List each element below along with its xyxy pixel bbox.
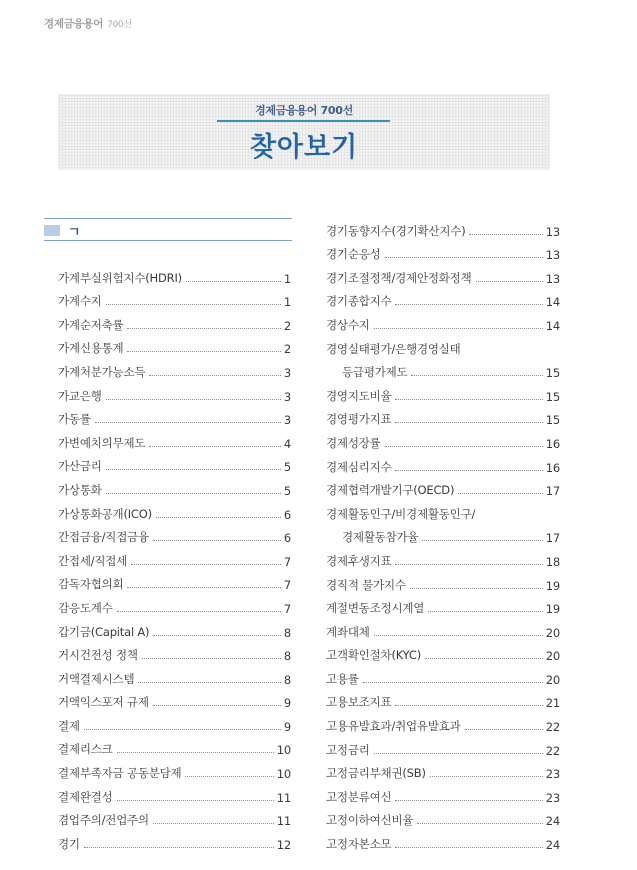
- index-term: 고정금리부채권(SB): [326, 766, 426, 781]
- dot-leader: [153, 705, 281, 706]
- dot-leader: [385, 446, 543, 447]
- index-page-number: 2: [283, 318, 291, 333]
- index-page-number: 17: [545, 531, 560, 546]
- running-head-title: 경제금융용어: [44, 18, 104, 30]
- dot-leader: [106, 469, 281, 470]
- dot-leader: [458, 493, 543, 494]
- dot-leader: [374, 753, 543, 754]
- index-entry[interactable]: [326, 451, 560, 475]
- dot-leader: [149, 375, 281, 376]
- index-term: 경영평가지표: [326, 412, 392, 427]
- index-page-number: 7: [283, 578, 291, 593]
- index-term: 경기동향지수(경기확산지수): [326, 223, 466, 238]
- index-term: 경제심리지수: [326, 459, 392, 474]
- index-page-number: 11: [276, 790, 291, 805]
- index-entry[interactable]: [326, 333, 560, 357]
- index-page-number: 3: [283, 365, 291, 380]
- dot-leader: [84, 847, 274, 848]
- index-term: 가변예치의무제도: [58, 435, 146, 450]
- index-term: 가교은행: [58, 388, 102, 403]
- index-term: 경영실태평가/은행경영실태: [326, 341, 461, 356]
- index-entry[interactable]: [326, 427, 560, 451]
- dot-leader: [395, 470, 542, 471]
- index-page-number: 24: [545, 838, 560, 853]
- index-page-number: 9: [283, 696, 291, 711]
- index-entry[interactable]: [58, 805, 291, 829]
- index-term: 가산금리: [58, 459, 102, 474]
- index-page-number: 22: [545, 720, 560, 735]
- index-entry[interactable]: [326, 805, 560, 829]
- index-entry[interactable]: [326, 380, 560, 404]
- index-entry[interactable]: [58, 427, 291, 451]
- index-column-left: [58, 262, 291, 852]
- index-term: 거액익스포저 규제: [58, 695, 149, 710]
- index-entry[interactable]: [58, 262, 291, 286]
- dot-leader: [374, 635, 543, 636]
- index-page-number: 20: [545, 649, 560, 664]
- index-page-number: 24: [545, 814, 560, 829]
- running-head-sub: 700선: [107, 20, 132, 30]
- index-page-number: 3: [283, 389, 291, 404]
- section-header: [44, 218, 292, 241]
- index-entry[interactable]: [58, 333, 291, 357]
- index-entry[interactable]: [58, 309, 291, 333]
- index-term: 계절변동조정시계열: [326, 601, 425, 616]
- index-term: 감응도계수: [58, 600, 113, 615]
- dot-leader: [156, 517, 281, 518]
- index-term: 거시건전성 정책: [58, 648, 138, 663]
- index-entry[interactable]: [326, 357, 560, 381]
- dot-leader: [395, 800, 542, 801]
- dot-leader: [117, 611, 281, 612]
- index-page-number: 8: [283, 625, 291, 640]
- index-page-number: 22: [545, 743, 560, 758]
- index-page-number: 16: [545, 460, 560, 475]
- index-entry[interactable]: [58, 286, 291, 310]
- dot-leader: [127, 587, 280, 588]
- index-page-number: 13: [545, 271, 560, 286]
- index-page-number: 19: [545, 602, 560, 617]
- dot-leader: [469, 234, 542, 235]
- index-page-number: 13: [545, 224, 560, 239]
- index-term: 고정자본소모: [326, 837, 392, 852]
- dot-leader: [185, 776, 273, 777]
- index-term: 경영지도비율: [326, 388, 392, 403]
- dot-leader: [84, 729, 281, 730]
- index-page-number: 6: [283, 507, 291, 522]
- index-term: 계좌대체: [326, 624, 370, 639]
- index-term: 가계부실위험지수(HDRI): [58, 270, 182, 285]
- dot-leader: [385, 257, 543, 258]
- index-term: 거액결제시스템: [58, 671, 135, 686]
- index-page-number: 23: [545, 767, 560, 782]
- dot-leader: [395, 422, 542, 423]
- dot-leader: [395, 847, 542, 848]
- index-entry[interactable]: [326, 710, 560, 734]
- running-head: [44, 16, 132, 31]
- index-page-number: 3: [283, 413, 291, 428]
- dot-leader: [153, 823, 274, 824]
- dot-leader: [422, 540, 542, 541]
- dot-leader: [395, 399, 542, 400]
- index-page-number: 20: [545, 625, 560, 640]
- index-term: 고정금리: [326, 742, 370, 757]
- index-entry[interactable]: [58, 828, 291, 852]
- index-page-number: 1: [283, 271, 291, 286]
- index-entry[interactable]: [58, 616, 291, 640]
- index-column-right: [326, 215, 560, 852]
- index-page-number: 8: [283, 649, 291, 664]
- index-entry[interactable]: [326, 545, 560, 569]
- dot-leader: [127, 328, 280, 329]
- index-term: 결제리스크: [58, 742, 113, 757]
- index-term: 경기종합지수: [326, 294, 392, 309]
- index-page-number: 7: [283, 601, 291, 616]
- dot-leader: [131, 564, 281, 565]
- index-entry[interactable]: [58, 640, 291, 664]
- index-term: 감독자협의회: [58, 577, 124, 592]
- dot-leader: [411, 375, 542, 376]
- index-entry[interactable]: [58, 522, 291, 546]
- dot-leader: [153, 540, 281, 541]
- dot-leader: [374, 328, 543, 329]
- dot-leader: [476, 281, 543, 282]
- index-term: 등급평가제도: [342, 365, 408, 380]
- index-term: 가계순저축률: [58, 317, 124, 332]
- index-page-number: 14: [545, 318, 560, 333]
- index-page-number: 23: [545, 790, 560, 805]
- dot-leader: [127, 351, 280, 352]
- index-entry[interactable]: [58, 380, 291, 404]
- dot-leader: [138, 682, 281, 683]
- index-page-number: 19: [545, 578, 560, 593]
- index-page-number: 18: [545, 554, 560, 569]
- index-term: 간접금융/직접금융: [58, 530, 149, 545]
- index-entry[interactable]: [326, 404, 560, 428]
- index-page-number: 2: [283, 342, 291, 357]
- index-term: 경상수지: [326, 317, 370, 332]
- index-entry[interactable]: [326, 593, 560, 617]
- index-entry[interactable]: [58, 545, 291, 569]
- dot-leader: [153, 635, 281, 636]
- section-letter: ㄱ: [68, 225, 81, 240]
- index-term: 고객확인절차(KYC): [326, 648, 421, 663]
- index-term: 가계신용통계: [58, 341, 124, 356]
- index-term: 경제성장률: [326, 435, 381, 450]
- index-term: 고용유발효과/취업유발효과: [326, 719, 461, 734]
- index-entry[interactable]: [326, 781, 560, 805]
- index-entry[interactable]: [326, 215, 560, 239]
- index-page-number: 17: [545, 484, 560, 499]
- index-page-number: 13: [545, 248, 560, 263]
- index-entry[interactable]: [326, 758, 560, 782]
- title-divider: [217, 120, 390, 122]
- index-entry[interactable]: [326, 616, 560, 640]
- index-title-box: [58, 94, 550, 170]
- index-page-number: 5: [283, 460, 291, 475]
- index-entry[interactable]: [326, 569, 560, 593]
- index-entry[interactable]: [326, 498, 560, 522]
- dot-leader: [142, 658, 281, 659]
- index-entry[interactable]: [58, 663, 291, 687]
- index-term: 경기조절정책/경제안정화정책: [326, 270, 472, 285]
- page-title: 찾아보기: [249, 132, 359, 163]
- index-term: 가동률: [58, 412, 91, 427]
- index-page-number: 20: [545, 672, 560, 687]
- index-term: 고용보조지표: [326, 695, 392, 710]
- index-page-number: 10: [276, 767, 291, 782]
- index-entry[interactable]: [58, 592, 291, 616]
- index-term: 가상통화공개(ICO): [58, 506, 152, 521]
- index-entry[interactable]: [326, 522, 560, 546]
- index-term: 경제협력개발기구(OECD): [326, 483, 455, 498]
- index-entry[interactable]: [58, 356, 291, 380]
- index-term: 간접세/직접세: [58, 553, 128, 568]
- dot-leader: [395, 564, 542, 565]
- dot-leader: [363, 682, 543, 683]
- index-term: 경직적 물가지수: [326, 577, 406, 592]
- index-term: 경제활동인구/비경제활동인구/: [326, 506, 476, 521]
- index-page-number: 4: [283, 436, 291, 451]
- index-term: 경기: [58, 836, 80, 851]
- index-entry[interactable]: [58, 710, 291, 734]
- index-term: 결제부족자금 공동분담제: [58, 766, 182, 781]
- index-entry[interactable]: [58, 687, 291, 711]
- index-entry[interactable]: [58, 498, 291, 522]
- index-entry[interactable]: [58, 781, 291, 805]
- index-term: 가계수지: [58, 294, 102, 309]
- index-term: 고용률: [326, 671, 359, 686]
- dot-leader: [430, 776, 543, 777]
- index-page-number: 1: [283, 295, 291, 310]
- index-term: 경제후생지표: [326, 553, 392, 568]
- index-page-number: 21: [545, 696, 560, 711]
- index-entry[interactable]: [326, 663, 560, 687]
- book-subtitle: 경제금융용어 700선: [255, 104, 353, 117]
- dot-leader: [106, 304, 281, 305]
- index-page-number: 12: [276, 837, 291, 852]
- index-entry[interactable]: [326, 262, 560, 286]
- index-term: 결제: [58, 718, 80, 733]
- section-marker-square: [44, 225, 60, 236]
- index-entry[interactable]: [326, 734, 560, 758]
- index-entry[interactable]: [326, 687, 560, 711]
- index-term: 갑기금(Capital A): [58, 624, 150, 639]
- index-page-number: 15: [545, 389, 560, 404]
- index-page-number: 6: [283, 531, 291, 546]
- dot-leader: [428, 611, 543, 612]
- index-entry[interactable]: [58, 569, 291, 593]
- dot-leader: [417, 823, 542, 824]
- index-entry[interactable]: [326, 286, 560, 310]
- index-page-number: 16: [545, 436, 560, 451]
- index-entry[interactable]: [326, 475, 560, 499]
- dot-leader: [117, 800, 274, 801]
- dot-leader: [425, 658, 543, 659]
- dot-leader: [117, 752, 274, 753]
- index-page-number: 5: [283, 483, 291, 498]
- index-page-number: 10: [276, 743, 291, 758]
- index-term: 가계처분가능소득: [58, 364, 146, 379]
- dot-leader: [465, 729, 543, 730]
- index-page-number: 9: [283, 719, 291, 734]
- dot-leader: [95, 422, 281, 423]
- index-page-number: 8: [283, 672, 291, 687]
- index-page-number: 15: [545, 366, 560, 381]
- index-page-number: 11: [276, 814, 291, 829]
- index-term: 경제활동참가율: [342, 530, 419, 545]
- index-entry[interactable]: [58, 757, 291, 781]
- index-page-number: 7: [283, 554, 291, 569]
- index-term: 고정이하여신비율: [326, 813, 414, 828]
- index-term: 경기순응성: [326, 247, 381, 262]
- index-term: 가상통화: [58, 482, 102, 497]
- index-entry[interactable]: [326, 309, 560, 333]
- index-page-number: 14: [545, 295, 560, 310]
- dot-leader: [395, 304, 542, 305]
- index-term: 결제완결성: [58, 789, 113, 804]
- index-entry[interactable]: [58, 451, 291, 475]
- index-entry[interactable]: [58, 734, 291, 758]
- dot-leader: [186, 281, 281, 282]
- index-entry[interactable]: [326, 828, 560, 852]
- index-entry[interactable]: [326, 239, 560, 263]
- index-page-number: 15: [545, 413, 560, 428]
- index-term: 고정분류여신: [326, 789, 392, 804]
- index-entry[interactable]: [58, 404, 291, 428]
- dot-leader: [106, 493, 281, 494]
- dot-leader: [410, 588, 543, 589]
- index-term: 겸업주의/전업주의: [58, 813, 149, 828]
- index-entry[interactable]: [326, 640, 560, 664]
- dot-leader: [149, 446, 281, 447]
- dot-leader: [395, 705, 542, 706]
- dot-leader: [106, 399, 281, 400]
- index-entry[interactable]: [58, 474, 291, 498]
